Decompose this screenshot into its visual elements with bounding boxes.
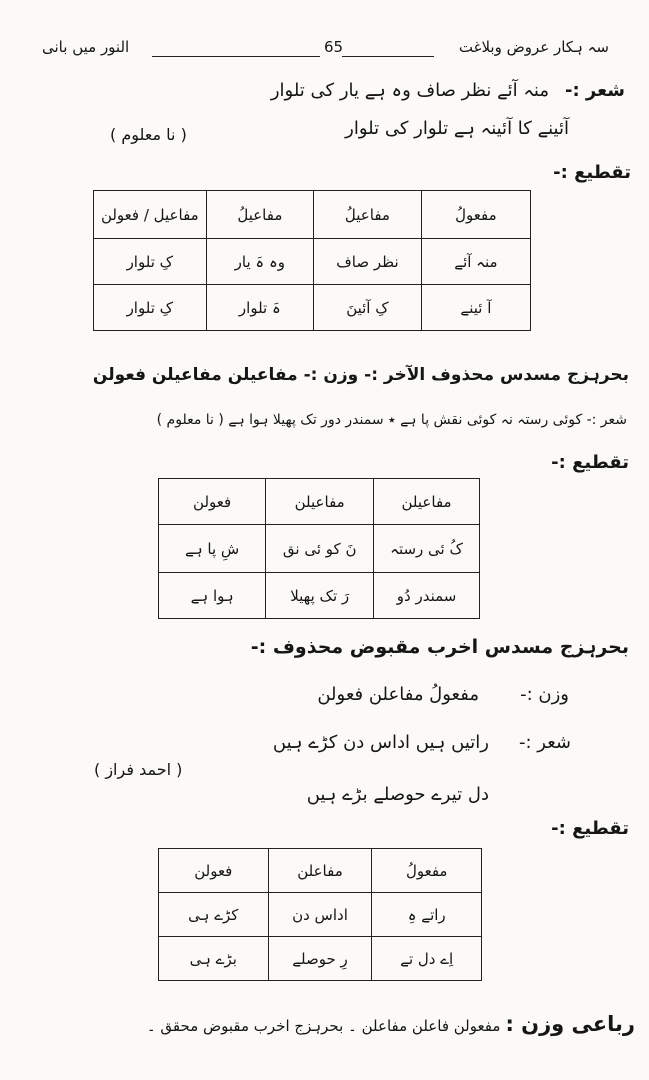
header-rule-left: [152, 56, 320, 57]
section3-taqti-label: تقطیع :-: [551, 818, 629, 839]
section1-poet: ( نا معلوم ): [110, 125, 187, 144]
footer-text: مفعولن فاعلن مفاعلن ۔ بحرہزج اخرب مقبوض محقق ۔: [146, 1017, 501, 1035]
table-row: [159, 937, 482, 981]
table-cell: کِ تلوار: [94, 239, 207, 285]
table-cell: کڑے ہی: [159, 893, 269, 937]
table-cell: نَ کو ئی نق: [266, 525, 374, 573]
section3-poet: ( احمد فراز ): [94, 760, 183, 779]
section3-heading: بحرہزج مسدس اخرب مقبوض محذوف :-: [250, 636, 629, 658]
section1-scansion-table: [93, 190, 531, 331]
table-cell: وہ ہَ یار: [206, 239, 313, 285]
table-cell: مفاعیلن: [374, 479, 480, 525]
table-row: [159, 893, 482, 937]
page-number: 65: [324, 38, 344, 56]
header-rule-right: [342, 56, 434, 57]
table-cell: مفعولُ: [372, 849, 482, 893]
table-row: [159, 573, 480, 619]
table-cell: شِ پا ہے: [159, 525, 266, 573]
section3-shair-label: شعر :-: [519, 732, 571, 753]
table-row: [159, 479, 480, 525]
table-cell: ہَ تلوار: [206, 285, 313, 331]
table-cell: مفاعیلُ: [206, 191, 313, 239]
page-header: [42, 38, 609, 66]
section3-scansion-table: [158, 848, 482, 981]
footer-line: [147, 1012, 635, 1036]
table-cell: فعولن: [159, 849, 269, 893]
table-cell: مفاعیل / فعولن: [94, 191, 207, 239]
table-cell: مفاعلن: [268, 849, 372, 893]
table-row: [94, 285, 531, 331]
section3-verse-line2: دل تیرے حوصلے بڑے ہیں: [306, 784, 489, 805]
table-cell: ہوا ہے: [159, 573, 266, 619]
table-cell: کِ آئینَ: [314, 285, 422, 331]
table-cell: نظر صاف: [314, 239, 422, 285]
table-cell: کِ تلوار: [94, 285, 207, 331]
table-cell: اداس دن: [268, 893, 372, 937]
table-cell: مفاعیلن: [266, 479, 374, 525]
table-cell: بڑے ہی: [159, 937, 269, 981]
table-cell: رِ حوصلے: [268, 937, 372, 981]
table-cell: سمندر دُو: [374, 573, 480, 619]
footer-label: رباعی وزن :: [505, 1012, 635, 1036]
table-cell: مفاعیلُ: [314, 191, 422, 239]
table-cell: مفعولُ: [421, 191, 530, 239]
section1-taqti-label: تقطیع :-: [553, 162, 631, 183]
table-cell: راتے ہِ: [372, 893, 482, 937]
header-book-title: سہ ہکار عروض وبلاغت: [458, 38, 609, 56]
section3-wazn-value: مفعولُ مفاعلن فعولن: [317, 684, 479, 705]
section1-shair-label: شعر :-: [565, 80, 625, 101]
section1-verse-line2: آئینے کا آئینہ ہے تلوار کی تلوار: [345, 118, 569, 139]
table-row: [159, 525, 480, 573]
section2-heading: بحرہزج مسدس محذوف الآخر :- وزن :- مفاعیلن مفاعیلن فعولن: [92, 365, 629, 385]
table-row: [94, 191, 531, 239]
section1-verse-line1: منہ آئے نظر صاف وہ ہے یار کی تلوار: [270, 80, 549, 101]
header-author: النور میں بانی: [42, 38, 130, 56]
table-row: [94, 239, 531, 285]
table-cell: کُ ئی رستہ: [374, 525, 480, 573]
section3-verse-line1: راتیں ہیں اداس دن کڑے ہیں: [272, 732, 489, 753]
table-cell: آ ئینے: [421, 285, 530, 331]
table-cell: فعولن: [159, 479, 266, 525]
section3-wazn-label: وزن :-: [520, 684, 569, 705]
section2-shair: شعر :- کوئی رستہ نہ کوئی نقش پا ہے ٭ سمندر دور تک پھیلا ہوا ہے ( نا معلوم ): [156, 412, 627, 428]
section2-taqti-label: تقطیع :-: [551, 452, 629, 473]
section2-scansion-table: [158, 478, 480, 619]
table-cell: منہ آئے: [421, 239, 530, 285]
table-cell: اِے دل تے: [372, 937, 482, 981]
table-row: [159, 849, 482, 893]
table-cell: رَ تک پھیلا: [266, 573, 374, 619]
